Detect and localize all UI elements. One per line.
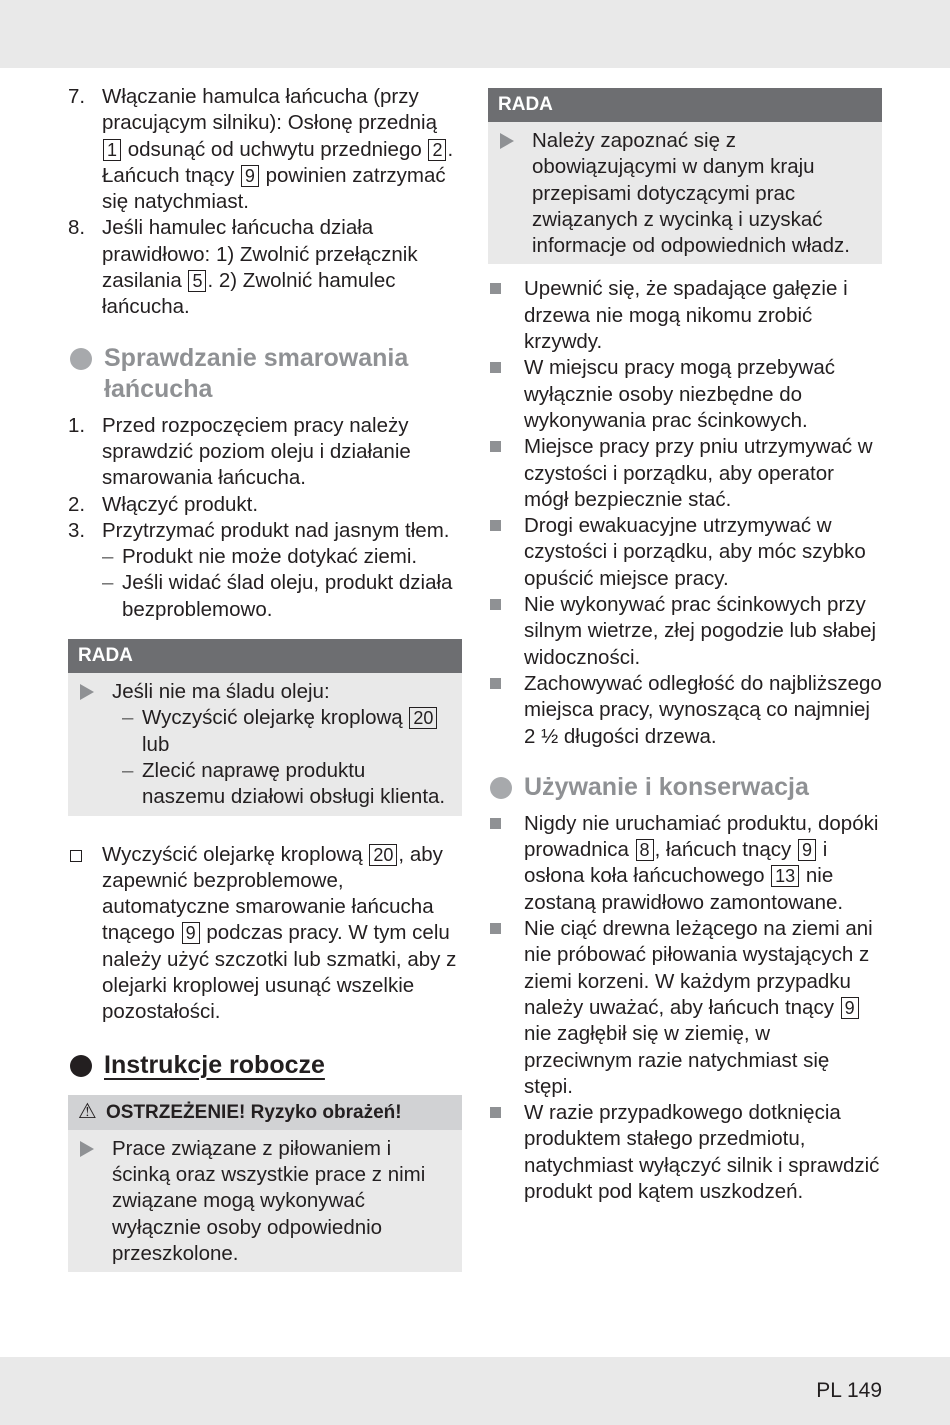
step-text: Jeśli hamulec łańcucha działa prawidłowo: 1) Zwolnić przełącznik zasilania 5 . 2) Zwolnić hamulec łańcucha. [102,216,418,319]
part-reference: 9 [798,839,816,861]
part-reference: 8 [636,839,654,861]
header-band [0,0,950,68]
part-reference: 5 [188,270,206,292]
part-reference: 20 [369,844,397,866]
triangle-pointer-icon [80,684,94,700]
step-number: 8. [68,216,86,240]
tip-title: RADA [488,88,882,122]
left-column [68,84,462,1272]
circle-bullet-icon [490,777,512,799]
circle-bullet-icon [70,348,92,370]
square-bullet-icon [490,678,501,689]
sub-item: – Wyczyścić olejarkę kroplową 20 lub [78,705,452,758]
tip-box: RADA Należy zapoznać się z obowiązującymi w danym kraju przepisami dotyczącymi prac związanych z wycinką i uzyskać informacje od odpowiednich władz. [488,88,882,264]
square-bullet-icon [490,441,501,452]
checklist-item: Wyczyścić olejarkę kroplową 20 , aby zapewnić bezproblemowe, automatyczne smarowanie łańcucha tnącego 9 podczas pracy. W tym celu należy użyć szczotki lub szmatki, aby z olejarki kroplowej usunąć wszelkie pozostałości. [68,842,462,1026]
list-item: Miejsce pracy przy pniu utrzymywać w czystości i porządku, aby operator mógł bezpiecznie stać. [488,434,882,513]
list-item: 1. Przed rozpoczęciem pracy należy sprawdzić poziom oleju i działanie smarowania łańcucha. [68,413,411,490]
section-heading [68,343,462,405]
list-item: W razie przypadkowego dotknięcia produktem stałego przedmiotu, natychmiast wyłączyć silnik i sprawdzić produkt pod kątem uszkodzeń. [488,1100,882,1205]
sub-item: – Jeśli widać ślad oleju, produkt działa bezproblemowo. [102,571,453,621]
checkbox-icon [70,850,82,862]
sub-item: – Produkt nie może dotykać ziemi. [102,545,418,569]
triangle-pointer-icon [500,133,514,149]
part-reference: 13 [771,865,799,887]
section-title: Używanie i konserwacja [524,772,809,801]
list-item [68,84,462,215]
list-item: Upewnić się, że spadające gałęzie i drzewa nie mogą nikomu zrobić krzywdy. [488,276,882,355]
step-text: Włączanie hamulca łańcucha (przy pracującym silniku): Osłonę przednią 1 odsunąć od uchwytu przedniego 2 . Łańcuch tnący 9 powinien zatrzymać się natychmiast. [102,85,454,214]
square-bullet-icon [490,599,501,610]
part-reference: 1 [103,139,121,161]
circle-bullet-icon [70,1055,92,1077]
bullet-list [488,811,882,1205]
square-bullet-icon [490,818,501,829]
part-reference: 2 [428,139,446,161]
square-bullet-icon [490,362,501,373]
list-item: 2. Włączyć produkt. [68,492,259,516]
part-reference: 9 [241,165,259,187]
part-reference: 9 [841,997,859,1019]
list-item: Drogi ewakuacyjne utrzymywać w czystości i porządku, aby móc szybko opuścić miejsce pracy. [488,513,882,592]
sub-item: – Zlecić naprawę produktu naszemu działowi obsługi klienta. [122,758,446,809]
section-title: Instrukcje robocze [104,1050,325,1079]
square-bullet-icon [490,1107,501,1118]
square-bullet-icon [490,923,501,934]
warning-triangle-icon: ⚠ [78,1099,97,1123]
list-item: Nie ciąć drewna leżącego na ziemi ani nie próbować piłowania wystających z ziemi korzeni. W każdym przypadku należy uważać, aby łańcuch tnący 9 nie zagłębił się w ziemię, w przeciwnym razie natychmiast się stępi. [488,916,882,1100]
warning-title: OSTRZEŻENIE! Ryzyko obrażeń! [106,1101,402,1123]
part-reference: 20 [409,707,437,729]
square-bullet-icon [490,283,501,294]
list-item: Nigdy nie uruchamiać produktu, dopóki prowadnica 8 , łańcuch tnący 9 i osłona koła łańcuchowego 13 nie zostaną prawidłowo zamontowane. [488,811,882,916]
warning-box: ⚠ OSTRZEŻENIE! Ryzyko obrażeń! Prace związane z piłowaniem i ścinką oraz wszystkie prace z nimi związane mogą wykonywać wyłącznie osoby odpowiednio przeszkolone. [68,1095,462,1272]
step-number: 7. [68,85,86,108]
section-title: Sprawdzanie smarowania łańcucha [104,343,409,403]
tip-title: RADA [68,639,462,673]
tip-box: RADA Jeśli nie ma śladu oleju: – Wyczyścić olejarkę kroplową 20 lub – Zlecić naprawę produktu naszemu działowi obsługi klienta. [68,639,462,815]
right-column [488,88,882,1205]
footer-band [0,1357,950,1425]
list-item [68,215,462,320]
list-item: W miejscu pracy mogą przebywać wyłącznie osoby niezbędne do wykonywania prac ścinkowych. [488,355,882,434]
section-heading [488,772,882,803]
square-bullet-icon [490,520,501,531]
list-item: Nie wykonywać prac ścinkowych przy silnym wietrze, złej pogodzie lub słabej widoczności. [488,592,882,671]
section-heading [68,1050,462,1081]
triangle-pointer-icon [80,1141,94,1157]
list-item: 3. Przytrzymać produkt nad jasnym tłem. – Produkt nie może dotykać ziemi. – Jeśli widać ślad oleju, produkt działa bezproblemowo. [68,518,462,623]
bullet-list [488,276,882,749]
page-number: PL 149 [816,1379,882,1402]
part-reference: 9 [182,922,200,944]
list-item: Zachowywać odległość do najbliższego miejsca pracy, wynoszącą co najmniej 2 ½ długości drzewa. [488,671,882,750]
